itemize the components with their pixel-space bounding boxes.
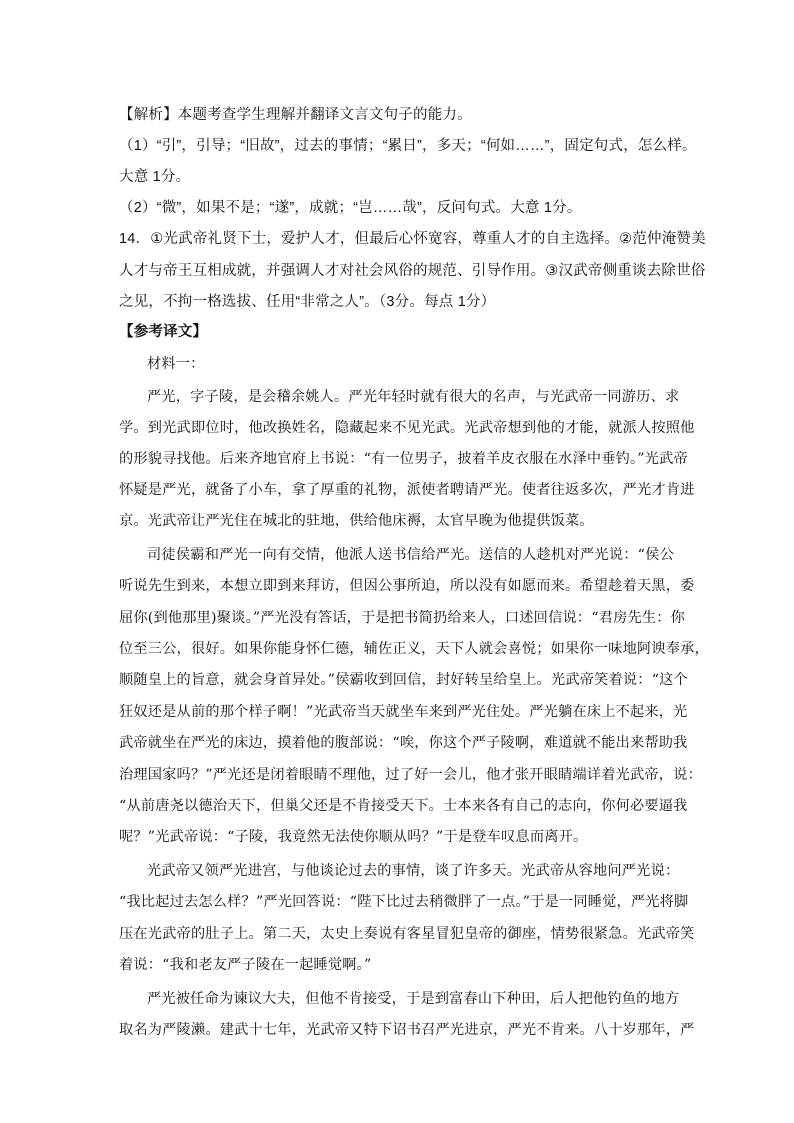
- p4-line: 严光被任命为谏议大夫，但他不肯接受，于是到富春山下种田，后人把他钓鱼的地方: [147, 991, 680, 1007]
- p1-line: 怀疑是严光，就备了小车，拿了厚重的礼物，派使者聘请严光。使者往返多次，严光才肯进: [119, 482, 695, 498]
- p1-line: 学。到光武即位时，他改换姓名，隐藏起来不见光武。光武帝想到他的才能，就派人按照他: [119, 420, 695, 436]
- p2-line: 屈你(到他那里)聚谈。”严光没有答话，于是把书简扔给来人，口述回信说：“君房先生：你: [119, 610, 686, 626]
- p1-line: 的形貌寻找他。后来齐地官府上书说：“有一位男子，披着羊皮衣服在水泽中垂钓。”光武帝: [119, 451, 688, 467]
- p1-line: 严光，字子陵，是会稽余姚人。严光年轻时就有很大的名声，与光武帝一同游历、求: [147, 389, 680, 405]
- p2-line: 呢？”光武帝说：“子陵，我竟然无法使你顺从吗？”于是登车叹息而离开。: [119, 829, 588, 845]
- analysis-item-1: （1）“引”，引导；“旧故”，过去的事情；“累日”，多天；“何如……”，固定句式，怎么样。: [119, 138, 697, 154]
- p3-line: 着说：“我和老友严子陵在一起睡觉啊。”: [119, 957, 372, 973]
- p2-line: “从前唐尧以德治天下，但巢父还是不肯接受天下。士本来各有自己的志向，你何必要逼我: [119, 798, 688, 814]
- p4-line: 取名为严陵濑。建武十七年，光武帝又特下诏书召严光进京，严光不肯来。八十岁那年，严: [119, 1022, 695, 1038]
- analysis-heading: 【解析】本题考查学生理解并翻译文言文句子的能力。: [119, 107, 472, 123]
- p2-line: 治理国家吗？”严光还是闭着眼睛不理他，过了好一会儿，他才张开眼睛端详着光武帝，说：: [119, 767, 702, 783]
- p2-line: 位至三公，很好。如果你能身怀仁德，辅佐正义，天下人就会喜悦；如果你一味地阿谀奉承，: [119, 641, 709, 657]
- analysis-item-1-cont: 大意 1分。: [119, 169, 191, 185]
- p2-line: 顺随皇上的旨意，就会身首异处。”侯霸收到回信，封好转呈给皇上。光武帝笑着说：“这个: [119, 672, 688, 688]
- material-1-label: 材料一：: [147, 356, 205, 372]
- p1-line: 京。光武帝让严光住在城北的驻地，供给他床褥，太官早晚为他提供饭菜。: [119, 513, 594, 529]
- translation-heading: 【参考译文】: [119, 324, 208, 340]
- q14-answer-line-3: 之见，不拘一格选拔、任用“非常之人”。（3分。每点 1分）: [119, 294, 496, 310]
- p2-line: 司徒侯霸和严光一向有交情，他派人送书信给严光。送信的人趁机对严光说：“侯公: [147, 547, 674, 563]
- p3-line: 光武帝又领严光进宫，与他谈论过去的事情，谈了许多天。光武帝从容地问严光说：: [147, 863, 680, 879]
- q14-answer-line-1: 14．①光武帝礼贤下士，爱护人才，但最后心怀宽容，尊重人才的自主选择。②范仲淹赞美: [119, 231, 706, 247]
- p3-line: 压在光武帝的肚子上。第二天，太史上奏说有客星冒犯皇帝的御座，情势很紧急。光武帝笑: [119, 926, 695, 942]
- p2-line: 听说先生到来，本想立即到来拜访，但因公事所迫，所以没有如愿而来。希望趁着天黑，委: [119, 578, 695, 594]
- q14-answer-line-2: 人才与帝王互相成就，并强调人才对社会风俗的规范、引导作用。③汉武帝侧重谈去除世俗: [119, 263, 706, 279]
- p2-line: 狂奴还是从前的那个样子啊！”光武帝当天就坐车来到严光住处。严光躺在床上不起来，光: [119, 704, 688, 720]
- p3-line: “我比起过去怎么样？”严光回答说：“陛下比过去稍微胖了一点。”于是一同睡觉，严光将脚: [119, 894, 689, 910]
- analysis-item-2: （2）“微”，如果不是；“遂”，成就；“岂……哉”，反问句式。大意 1分。: [119, 200, 582, 216]
- p2-line: 武帝就坐在严光的床边，摸着他的腹部说：“唉，你这个严子陵啊，难道就不能出来帮助我: [119, 735, 688, 751]
